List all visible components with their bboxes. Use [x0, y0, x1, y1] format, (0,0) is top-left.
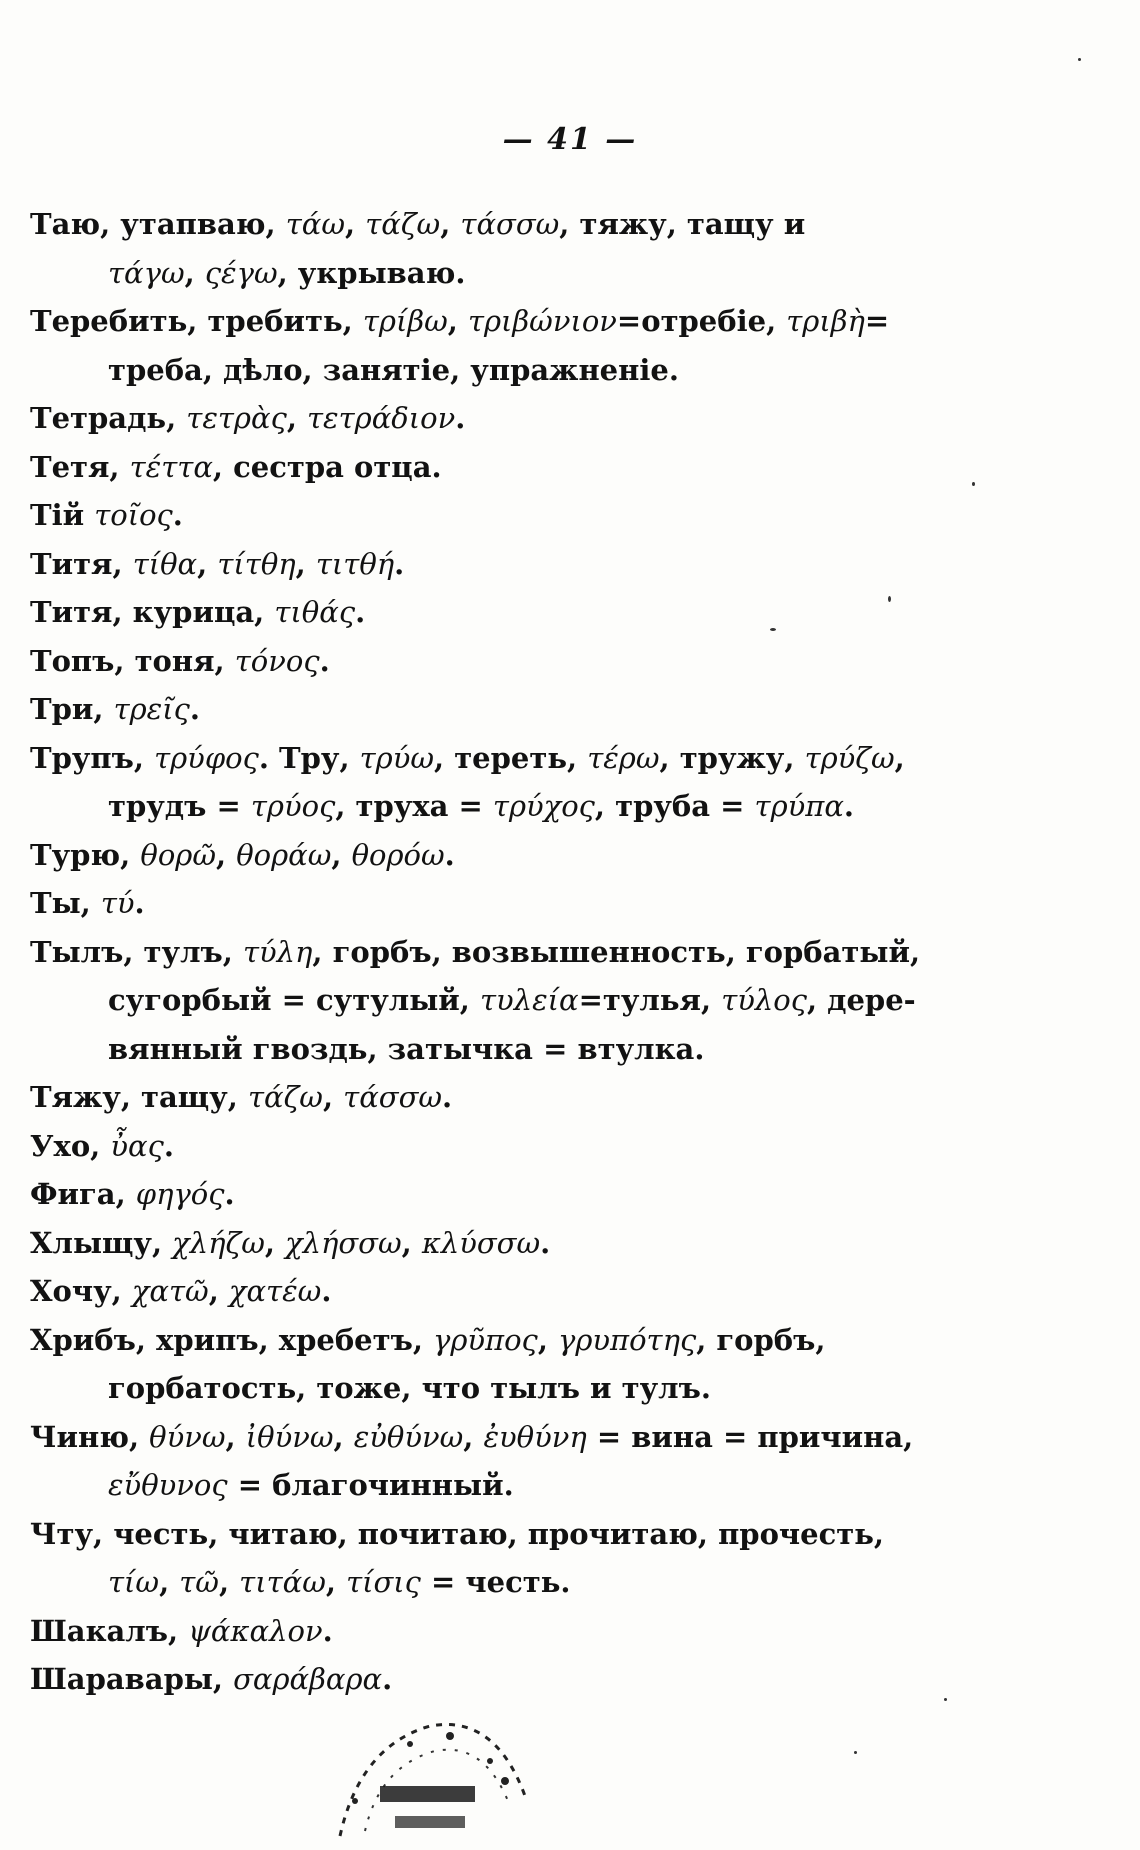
greek-word: τρύος — [250, 789, 336, 823]
greek-word: τέρω — [587, 740, 660, 775]
greek-word: τιτάω — [239, 1565, 326, 1599]
entry-line: Тылъ, тулъ, τύλη, горбъ, возвышенность, горбатый, — [30, 934, 921, 969]
greek-word: τέττα — [129, 449, 213, 484]
entry-continuation-line: треба, дѣло, занятіе, упражненіе. — [108, 352, 679, 387]
greek-word: εὔθυνος — [108, 1468, 228, 1502]
greek-word: τρύχος — [492, 789, 595, 823]
greek-word: τάζω — [247, 1080, 323, 1114]
greek-word: τόνος — [234, 643, 320, 678]
entry-continuation-line: εὔθυνος = благочинный. — [108, 1468, 514, 1502]
greek-word: τρεῖς — [113, 692, 190, 726]
entry-continuation-line: трудъ = τρύος, труха = τρύχος, труба = τρύπα. — [108, 789, 855, 823]
greek-word: τάσσω — [460, 207, 560, 241]
greek-word: τιτθή — [315, 546, 395, 581]
greek-word: τύ — [100, 886, 135, 920]
entry-continuation-line: τίω, τῶ, τιτάω, τίσις = честь. — [108, 1565, 571, 1599]
greek-word: ἰθύνω — [245, 1419, 334, 1454]
entry-line: Тетя, τέττα, сестра отца. — [30, 449, 442, 484]
greek-word: τιθάς — [274, 595, 356, 629]
greek-word: ὖας — [110, 1128, 164, 1163]
entry-line: Фига, φηγός. — [30, 1177, 235, 1211]
greek-word: τετρὰς — [186, 401, 287, 435]
paper-speck — [1078, 58, 1081, 61]
greek-word: χλήζω — [172, 1225, 265, 1260]
paper-speck — [944, 1698, 947, 1701]
paper-speck — [854, 1751, 857, 1754]
entry-line: Шакалъ, ψάκαλον. — [30, 1613, 333, 1648]
greek-word: φηγός — [135, 1177, 225, 1211]
entry-line: Тетрадь, τετρὰς, τετράδιον. — [30, 401, 466, 435]
paper-speck — [888, 596, 891, 602]
greek-word: κλύσσω — [421, 1225, 541, 1260]
entry-continuation-line: сугорбый = сутулый, τυλεία=тулья, τύλος, дере- — [108, 983, 916, 1017]
greek-word: τύλη — [242, 934, 313, 969]
greek-word: χατῶ — [131, 1274, 209, 1308]
greek-word: τάω — [285, 207, 345, 241]
greek-word: ςέγω — [204, 255, 278, 290]
entry-line: Тяжу, тащу, τάζω, τάσσω. — [30, 1080, 453, 1114]
greek-word: ἐυθύνη — [483, 1419, 587, 1454]
entry-line: Хрибъ, хрипъ, хребетъ, γρῦπος, γρυπότης, горбъ, — [30, 1322, 826, 1357]
paper-speck — [972, 482, 975, 486]
greek-word: σαράβαρα — [233, 1662, 383, 1696]
entry-continuation-line: горбатость, тоже, что тылъ и тулъ. — [108, 1371, 711, 1405]
greek-word: τρύφος — [154, 740, 259, 775]
paper-speck — [770, 628, 776, 631]
greek-word: τοῖος — [94, 498, 173, 532]
greek-word: θορόω — [351, 837, 445, 872]
entry-line: Хочу, χατῶ, χατέω. — [30, 1274, 332, 1308]
greek-word: τάγω — [108, 255, 185, 290]
entry-line: Теребить, требить, τρίβω, τριβώνιον=отребіе, τριβὴ= — [30, 304, 890, 338]
greek-word: τρύζω — [804, 740, 895, 775]
entry-line: Хлыщу, χλήζω, χλήσσω, κλύσσω. — [30, 1225, 551, 1260]
entry-line: Ты, τύ. — [30, 886, 145, 920]
greek-word: χλήσσω — [285, 1225, 402, 1260]
greek-word: εὐθύνω — [353, 1419, 464, 1454]
greek-word: τίσις — [346, 1565, 421, 1599]
greek-word: τρίβω — [362, 304, 448, 338]
greek-word: τῶ — [179, 1565, 219, 1599]
greek-word: τίθα — [132, 546, 198, 581]
greek-word: γρυπότης — [558, 1322, 697, 1357]
greek-word: τετράδιον — [307, 401, 456, 435]
entry-line: Чту, честь, читаю, почитаю, прочитаю, прочесть, — [30, 1516, 884, 1551]
greek-word: τύλος — [721, 983, 807, 1017]
greek-word: τίτθη — [217, 546, 296, 581]
greek-word: τριβώνιον — [467, 304, 617, 338]
entry-line: Три, τρεῖς. — [30, 692, 200, 726]
entry-line: Титя, τίθα, τίτθη, τιτθή. — [30, 546, 405, 581]
entry-line: Ухо, ὖας. — [30, 1128, 174, 1163]
greek-word: τάζω — [365, 207, 441, 241]
page-number: — 41 — — [502, 122, 638, 157]
greek-word: ψάκαλον — [188, 1613, 323, 1648]
greek-word: θορῶ — [140, 837, 216, 872]
greek-word: γρῦπος — [433, 1322, 538, 1357]
entry-line: Трупъ, τρύφος. Тру, τρύω, тереть, τέρω, тружу, τρύζω, — [30, 740, 905, 775]
entry-line: Турю, θορῶ, θοράω, θορόω. — [30, 837, 455, 872]
greek-word: τριβὴ — [786, 304, 865, 338]
greek-word: τίω — [108, 1565, 160, 1599]
entry-line: Чиню, θύνω, ἰθύνω, εὐθύνω, ἐυθύνη = вина = причина, — [30, 1419, 914, 1454]
greek-word: τυλεία — [480, 983, 579, 1017]
greek-word: τρύπα — [754, 789, 844, 823]
entry-continuation-line: вянный гвоздь, затычка = втулка. — [108, 1031, 705, 1066]
entry-line: Шаравары, σαράβαρα. — [30, 1662, 393, 1696]
entry-line: Таю, утапваю, τάω, τάζω, τάσσω, тяжу, тащу и — [30, 207, 806, 241]
entry-line: Тій τοῖος. — [30, 498, 183, 532]
greek-word: τάσσω — [343, 1080, 443, 1114]
entry-line: Топъ, тоня, τόνος. — [30, 643, 330, 678]
entry-continuation-line: τάγω, ςέγω, укрываю. — [108, 255, 466, 290]
dictionary-entries — [30, 200, 990, 1704]
greek-word: θύνω — [149, 1419, 226, 1454]
greek-word: τρύω — [359, 740, 435, 775]
greek-word: θοράω — [236, 837, 332, 872]
library-stamp — [320, 1706, 540, 1846]
greek-word: χατέω — [228, 1274, 322, 1308]
entry-line: Титя, курица, τιθάς. — [30, 595, 366, 629]
